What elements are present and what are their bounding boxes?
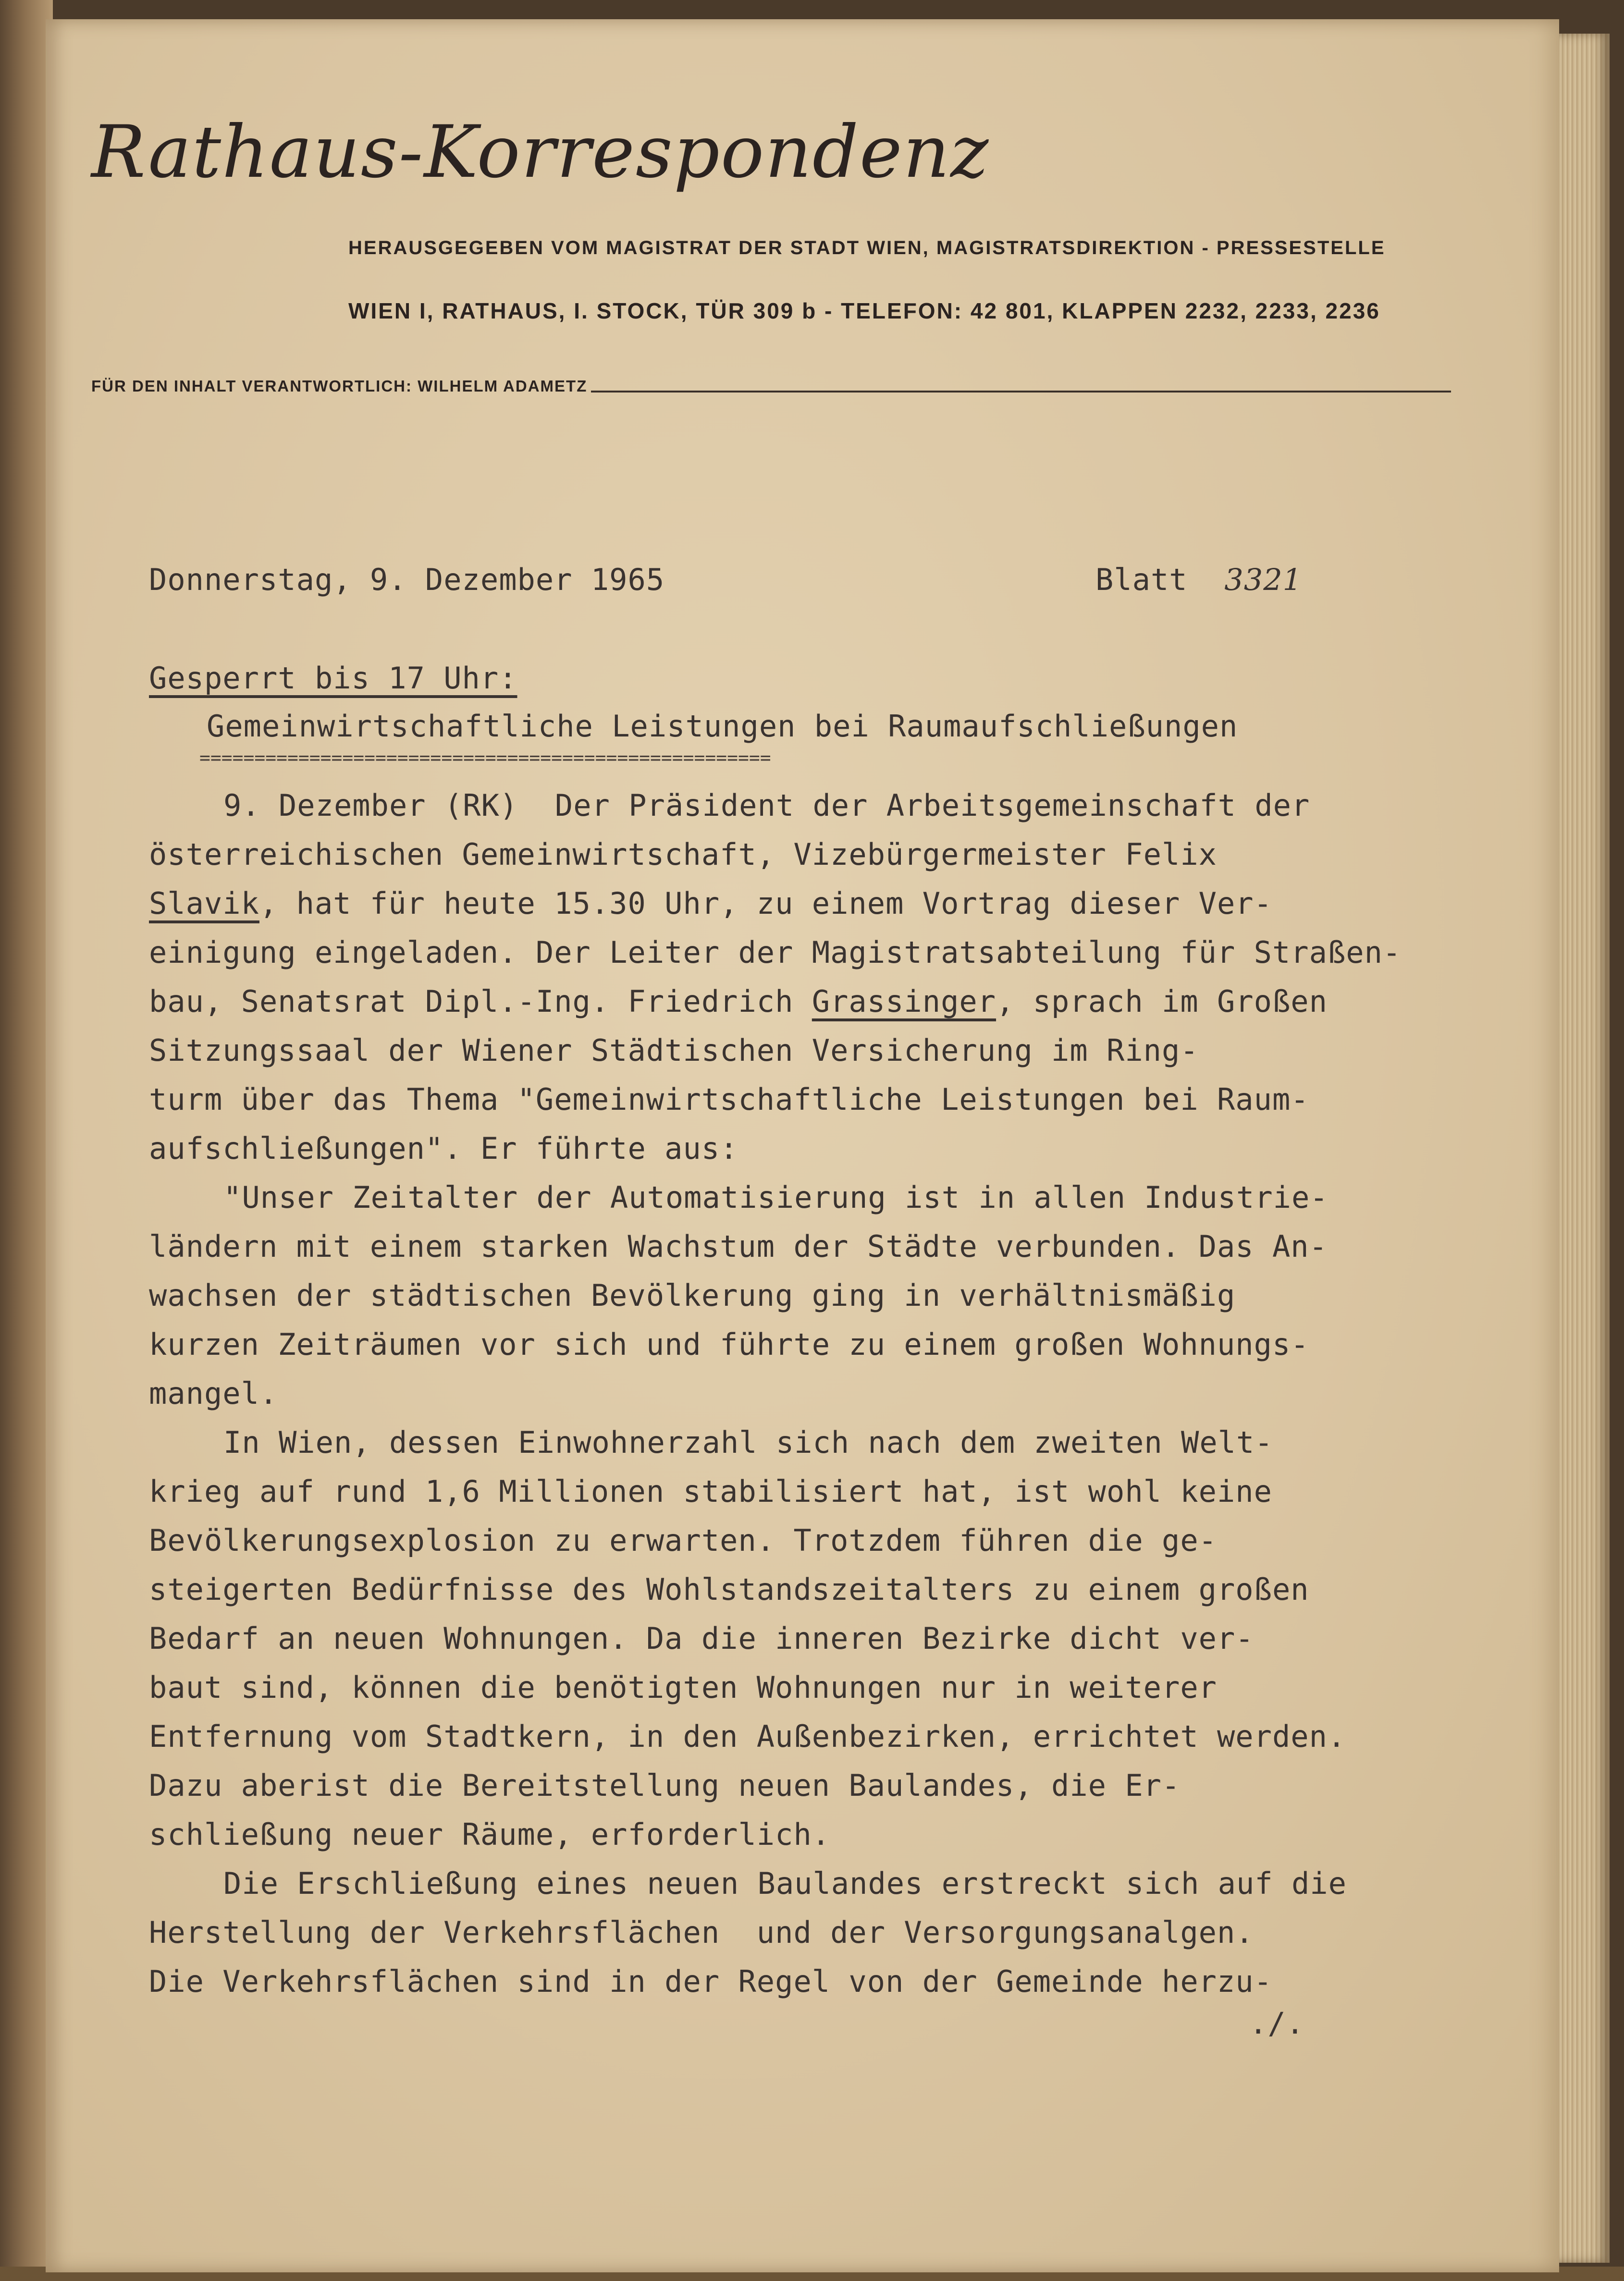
body-line: Die Verkehrsflächen sind in der Regel von der Gemeinde herzu- bbox=[149, 1964, 1272, 1999]
body-line: kurzen Zeiträumen vor sich und führte zu einem großen Wohnungs- bbox=[149, 1327, 1309, 1362]
body-line: ländern mit einem starken Wachstum der Städte verbunden. Das An- bbox=[149, 1229, 1328, 1264]
body-line: Dazu aberist die Bereitstellung neuen Baulandes, die Er- bbox=[149, 1768, 1181, 1803]
embargo-note: Gesperrt bis 17 Uhr: bbox=[149, 661, 517, 696]
body-line: Herstellung der Verkehrsflächen und der Versorgungsanalgen. bbox=[149, 1915, 1254, 1950]
body-line: aufschließungen". Er führte aus: bbox=[149, 1131, 738, 1166]
body-line: österreichischen Gemeinwirtschaft, Vizebürgermeister Felix bbox=[149, 837, 1217, 872]
responsible-line bbox=[91, 377, 1451, 395]
body-line-pre: bau, Senatsrat Dipl.-Ing. Friedrich bbox=[149, 984, 812, 1019]
blatt-number: 3321 bbox=[1224, 562, 1303, 597]
body-line-rest: , sprach im Großen bbox=[996, 984, 1328, 1019]
date-line: Donnerstag, 9. Dezember 1965 bbox=[149, 562, 665, 597]
body-line: baut sind, können die benötigten Wohnungen nur in weiterer bbox=[149, 1670, 1217, 1705]
continued-mark: ./. bbox=[1249, 2006, 1304, 2041]
body-line: Bedarf an neuen Wohnungen. Da die inneren Bezirke dicht ver- bbox=[149, 1621, 1254, 1656]
body-line: Bevölkerungsexplosion zu erwarten. Trotzdem führen die ge- bbox=[149, 1523, 1217, 1558]
body-line: Die Erschließung eines neuen Baulandes erstreckt sich auf die bbox=[223, 1866, 1347, 1901]
body-line: turm über das Thema "Gemeinwirtschaftliche Leistungen bei Raum- bbox=[149, 1082, 1309, 1117]
book-binding-left bbox=[0, 0, 53, 2281]
body-line: mangel. bbox=[149, 1376, 278, 1411]
body-line: "Unser Zeitalter der Automatisierung ist in allen Industrie- bbox=[223, 1180, 1329, 1215]
body-line: steigerten Bedürfnisse des Wohlstandszeitalters zu einem großen bbox=[149, 1572, 1309, 1607]
publisher-line: HERAUSGEGEBEN VOM MAGISTRAT DER STADT WIEN, MAGISTRATSDIREKTION - PRESSESTELLE bbox=[348, 237, 1386, 258]
body-line: wachsen der städtischen Bevölkerung ging in verhältnismäßig bbox=[149, 1278, 1236, 1313]
body-line: 9. Dezember (RK) Der Präsident der Arbeitsgemeinschaft der bbox=[223, 788, 1310, 823]
address-line: WIEN I, RATHAUS, I. STOCK, TÜR 309 b - TELEFON: 42 801, KLAPPEN 2232, 2233, 2236 bbox=[348, 298, 1380, 323]
masthead-title: Rathaus-Korrespondenz bbox=[91, 110, 990, 194]
body-line bbox=[149, 886, 1272, 921]
body-line: schließung neuer Räume, erforderlich. bbox=[149, 1817, 831, 1852]
name-slavik: Slavik bbox=[149, 886, 259, 921]
headline-separator: ==================================================== bbox=[199, 747, 771, 768]
name-grassinger: Grassinger bbox=[812, 984, 997, 1019]
body-line-rest: , hat für heute 15.30 Uhr, zu einem Vortrag dieser Ver- bbox=[259, 886, 1272, 921]
responsible-rule bbox=[591, 391, 1451, 392]
body-line: In Wien, dessen Einwohnerzahl sich nach dem zweiten Welt- bbox=[223, 1425, 1273, 1460]
body-line: Entfernung vom Stadtkern, in den Außenbezirken, errichtet werden. bbox=[149, 1719, 1346, 1754]
body-line bbox=[149, 984, 1328, 1019]
page-edges bbox=[1559, 34, 1610, 2263]
body-line: Sitzungssaal der Wiener Städtischen Versicherung im Ring- bbox=[149, 1033, 1199, 1068]
body-line: krieg auf rund 1,6 Millionen stabilisiert hat, ist wohl keine bbox=[149, 1474, 1272, 1509]
responsible-text: FÜR DEN INHALT VERANTWORTLICH: WILHELM ADAMETZ bbox=[91, 377, 588, 395]
blatt-label bbox=[1095, 562, 1302, 597]
blatt-label-text: Blatt bbox=[1095, 562, 1188, 597]
article-headline: Gemeinwirtschaftliche Leistungen bei Raumaufschließungen bbox=[207, 709, 1238, 744]
body-line: einigung eingeladen. Der Leiter der Magistratsabteilung für Straßen- bbox=[149, 935, 1402, 970]
